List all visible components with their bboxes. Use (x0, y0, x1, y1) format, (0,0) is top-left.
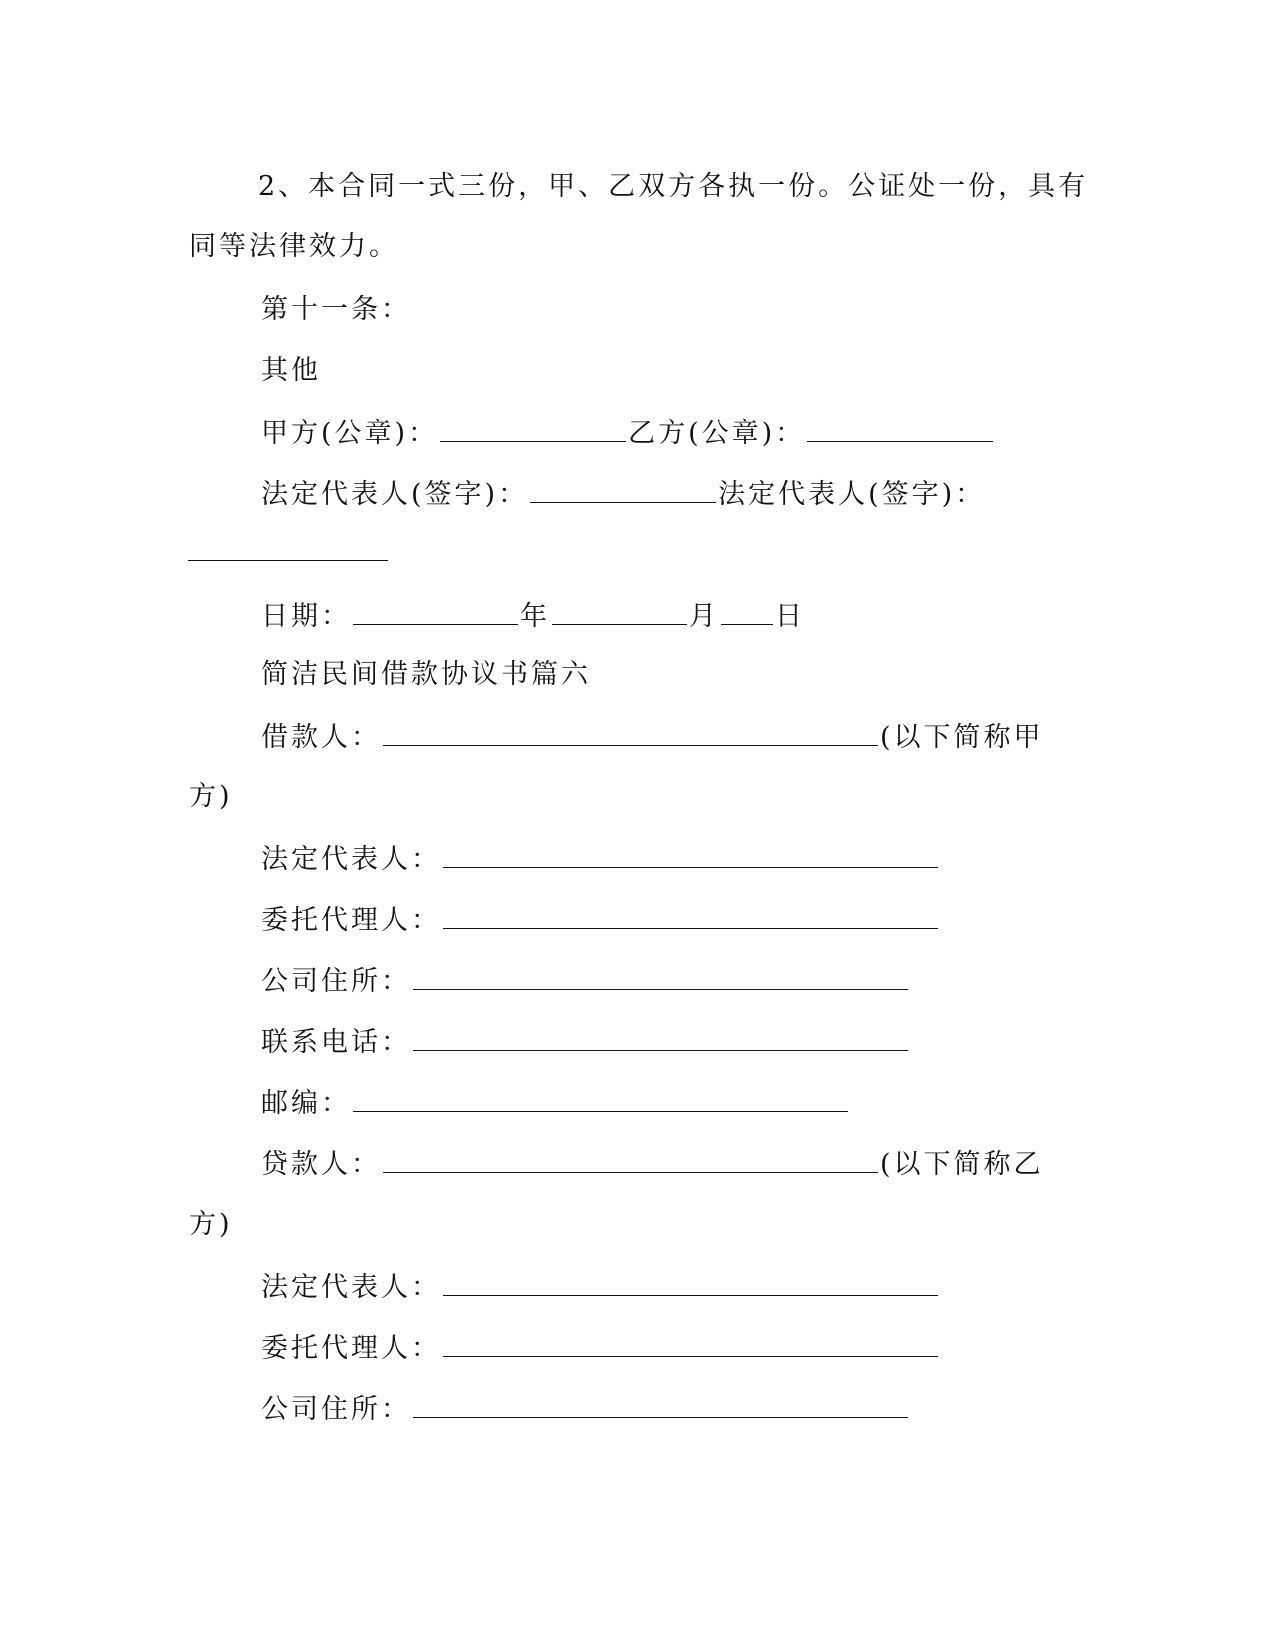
month-blank (552, 598, 687, 625)
address-2-blank (413, 1391, 908, 1418)
agent-2-blank (443, 1330, 938, 1357)
year-blank (353, 598, 518, 625)
month-label: 月 (689, 601, 719, 632)
year-label: 年 (520, 601, 550, 632)
date-line (261, 598, 805, 632)
legal-rep-sign-a-blank (530, 476, 716, 503)
address-2-line (261, 1391, 910, 1425)
address-2-label: 公司住所： (261, 1394, 411, 1425)
other-heading (261, 354, 321, 388)
legal-rep-sign-b-blank (188, 534, 388, 561)
signature-continuation (186, 534, 390, 568)
seal-line (261, 415, 995, 449)
postcode-1-blank (353, 1085, 848, 1112)
party-a-seal-label: 甲方(公章)： (261, 418, 439, 449)
agent-1-blank (443, 902, 938, 929)
agent-2-label: 委托代理人： (261, 1333, 441, 1364)
date-label: 日期： (261, 601, 351, 632)
section-title-text: 简洁民间借款协议书篇六 (261, 659, 591, 690)
lender-suffix: (以下简称乙 (880, 1149, 1044, 1180)
legal-rep-2-blank (443, 1269, 938, 1296)
phone-1-label: 联系电话： (261, 1027, 411, 1058)
day-blank (721, 598, 773, 625)
borrower-suffix: (以下简称甲 (880, 722, 1044, 753)
postcode-1-line (261, 1085, 850, 1119)
clause-2-cont-text: 同等法律效力。 (189, 231, 399, 262)
address-1-blank (413, 963, 908, 990)
agent-2-line (261, 1330, 940, 1364)
agent-1-label: 委托代理人： (261, 905, 441, 936)
borrower-continuation (189, 780, 233, 814)
clause-2-text: 2、本合同一式三份，甲、乙双方各执一份。公证处一份，具有 (258, 171, 1089, 202)
legal-rep-2-line (261, 1269, 940, 1303)
phone-1-blank (413, 1024, 908, 1051)
borrower-suffix-cont: 方) (189, 781, 233, 812)
other-text: 其他 (261, 355, 321, 386)
legal-rep-1-label: 法定代表人： (261, 844, 441, 875)
clause-2-continuation (189, 230, 399, 264)
address-1-label: 公司住所： (261, 966, 411, 997)
article-11-text: 第十一条： (261, 294, 411, 325)
signature-line (261, 476, 985, 510)
section-title (261, 658, 591, 692)
borrower-blank (383, 719, 878, 746)
party-a-seal-blank (440, 415, 626, 442)
address-1-line (261, 963, 910, 997)
agent-1-line (261, 902, 940, 936)
legal-rep-1-line (261, 841, 940, 875)
legal-rep-sign-a-label: 法定代表人(签字)： (261, 479, 529, 510)
party-b-seal-blank (807, 415, 993, 442)
clause-2-line (258, 170, 1088, 204)
postcode-1-label: 邮编： (261, 1088, 351, 1119)
phone-1-line (261, 1024, 910, 1058)
lender-suffix-cont: 方) (189, 1209, 233, 1240)
lender-line (261, 1146, 1044, 1180)
lender-label: 贷款人： (261, 1149, 381, 1180)
article-11-heading (261, 293, 411, 327)
lender-blank (383, 1146, 878, 1173)
legal-rep-1-blank (443, 841, 938, 868)
legal-rep-2-label: 法定代表人： (261, 1272, 441, 1303)
party-b-seal-label: 乙方(公章)： (628, 418, 806, 449)
day-label: 日 (775, 601, 805, 632)
borrower-line (261, 719, 1044, 753)
borrower-label: 借款人： (261, 722, 381, 753)
legal-rep-sign-b-label: 法定代表人(签字)： (718, 479, 986, 510)
lender-continuation (189, 1208, 233, 1242)
